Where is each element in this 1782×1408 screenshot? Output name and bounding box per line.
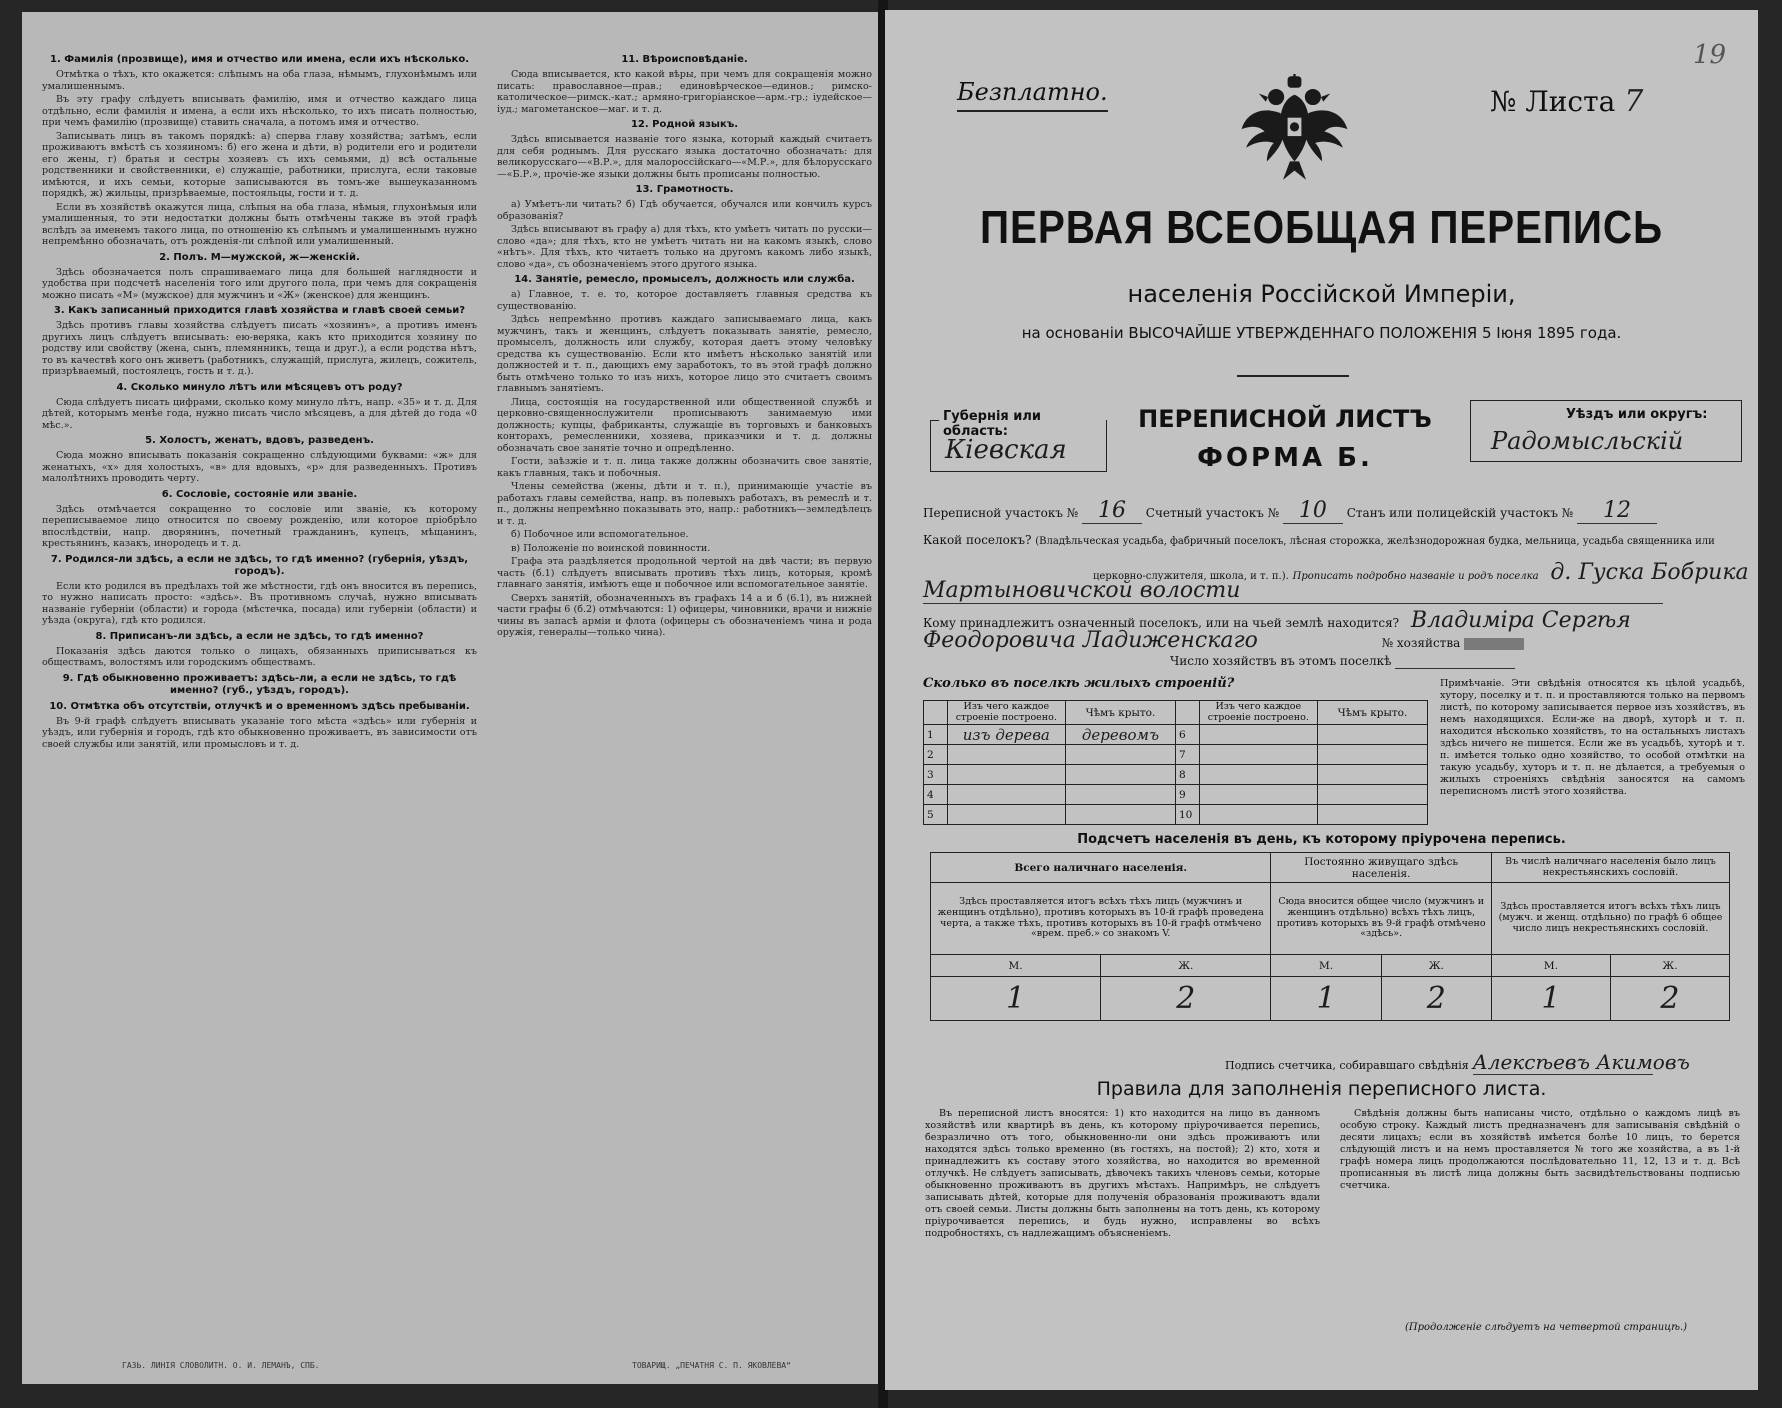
instruction-paragraph: Здѣсь вписывают въ графу а) для тѣхъ, кто умѣетъ читать по русски—слово «да»; для тѣхъ, кто не умѣетъ читать ни на какомъ языкѣ, слово «нѣтъ». Для тѣхъ, кто читаетъ только на другомъ какомъ либо языкѣ, слово «да», съ обозначеніемъ этого другого языка. — [497, 224, 872, 270]
present-m-value: 1 — [931, 977, 1101, 1021]
buildings-table — [923, 700, 1428, 825]
building-num: 7 — [1175, 745, 1199, 765]
present-f-label: Ж. — [1101, 955, 1271, 977]
left-page — [22, 12, 882, 1384]
count-desc-resident: Сюда вносится общее число (мужчинъ и женщинъ отдѣльно) всѣхъ тѣхъ лицъ, противъ которыхъ въ 9-й графѣ отмѣчено «здѣсь». — [1271, 883, 1492, 955]
buildings-note: Примѣчаніе. Эти свѣдѣнія относятся къ цѣлой усадьбѣ, хутору, поселку и т. п. и проставляются только на первомъ листѣ, по которому записывается первое изъ хозяйствъ, въ немъ находящихся. Если-же на дворѣ, хуторѣ и т. п. находится нѣсколько хозяйствъ, то на остальныхъ листахъ здѣсь ничего не пишется. Если же въ усадьбѣ, хуторѣ и т. п. имѣется только одно хозяйство, то особой отмѣтки на такую усадьбу, хуторъ и т. п. не дѣлается, а требуемыя о жилыхъ строеніяхъ свѣдѣнія заносятся на самомъ переписномъ листѣ этого хозяйства. — [1440, 678, 1745, 797]
instruction-paragraph: б) Побочное или вспомогательное. — [511, 529, 689, 540]
instruction-paragraph: Сверхъ занятій, обозначенныхъ въ графахъ 14 а и б (6.1), въ нижней части графы 6 (б.2) отмѣчаются: 1) офицеры, чиновники, врачи и нижніе чины въ запасѣ арміи и флота (офицеры съ обозначеніемъ чина и рода оружія, генералы—только чина). — [497, 592, 872, 638]
instruction-paragraph: Графа эта раздѣляется продольной чертой на двѣ части; въ первую часть (б.1) слѣдуетъ вписывать противъ тѣхъ лицъ, которыя, кромѣ главнаго занятія, имѣютъ еще и побочное или вспомогательное занятіе. — [497, 556, 872, 590]
sheet-number — [1490, 84, 1643, 119]
buildings-row — [924, 725, 1428, 745]
resident-m-value: 1 — [1271, 977, 1381, 1021]
province-box — [930, 409, 1107, 472]
printer-imprint-right: ТОВАРИЩ. „ПЕЧАТНЯ С. П. ЯКОВЛЕВА“ — [632, 1361, 791, 1370]
buildings-row — [924, 765, 1428, 785]
household-no-value — [1464, 638, 1524, 650]
district-label: Уѣздъ или округъ: — [1566, 407, 1708, 422]
settlement-hint-italic: Прописать подробно названіе и родъ поселка — [1292, 571, 1539, 582]
instructions-column-right — [497, 50, 872, 641]
building-material — [1199, 805, 1317, 825]
buildings-num-header-2 — [1175, 701, 1199, 725]
instruction-heading: 6. Сословіе, состояніе или званіе. — [161, 488, 358, 500]
buildings-row — [924, 805, 1428, 825]
building-num: 6 — [1175, 725, 1199, 745]
building-material — [947, 785, 1065, 805]
census-section-label: Переписной участокъ № — [923, 506, 1079, 520]
buildings-material-header-2: Изъ чего каждое строеніе построено. — [1199, 701, 1317, 725]
noncrest-f-label: Ж. — [1610, 955, 1729, 977]
building-material — [1199, 745, 1317, 765]
settlement-value-1: д. Гуска Бобрика — [1550, 560, 1749, 585]
subtitle: населенія Россійской Имперіи, — [1127, 280, 1516, 308]
counting-section-value: 10 — [1283, 498, 1343, 524]
owner-label: Кому принадлежитъ означенный поселокъ, или на чьей землѣ находится? — [923, 616, 1400, 630]
title-divider — [1237, 375, 1349, 377]
instruction-paragraph: Въ 9-й графѣ слѣдуетъ вписывать указаніе того мѣста «здѣсь» или губернія и уѣздъ, или губернія и городъ, гдѣ кто обыкновенно проживаетъ, въ зависимости отъ своей службы или занятій, или промысловъ и т. д. — [42, 715, 477, 750]
instruction-paragraph: Если въ хозяйствѣ окажутся лица, слѣпыя на оба глаза, нѣмыя, глухонѣмыя или умалишенныя, то эти недостатки должны быть отмѣчены также въ этой графѣ вслѣдъ за именемъ такого лица, по отношенію къ слѣпымъ и умалишеннымъ нужно непремѣнно обозначать, отъ рожденія-ли слѣпой или умалишенный. — [42, 201, 477, 247]
building-material — [1199, 725, 1317, 745]
province-label: Губернія или область: — [939, 409, 1106, 439]
instruction-heading: 8. Приписанъ-ли здѣсь, а если не здѣсь, то гдѣ именно? — [95, 630, 424, 642]
count-desc-present: Здѣсь проставляется итогъ всѣхъ тѣхъ лицъ (мужчинъ и женщинъ отдѣльно), противъ которыхъ въ 10-й графѣ проведена черта, а также тѣхъ, противъ которыхъ въ 10-й графѣ отмѣчено «врем. преб.» со знакомъ V. — [931, 883, 1271, 955]
building-num: 10 — [1175, 805, 1199, 825]
building-roof — [1317, 745, 1427, 765]
count-header-noncrest: Въ числѣ наличнаго населенія было лицъ некрестьянскихъ сословій. — [1491, 853, 1729, 883]
instruction-paragraph: а) Умѣетъ-ли читать? б) Гдѣ обучается, обучался или кончилъ курсъ образованія? — [497, 199, 872, 222]
instruction-paragraph: Члены семейства (жены, дѣти и т. п.), принимающіе участіе въ работахъ главы семейства, напр. въ полевыхъ работахъ, въ ремеслѣ и т. п., должны непремѣнно показывать это, напр.: работникъ—земледѣлецъ и т. д. — [497, 481, 872, 527]
instruction-heading: 14. Занятіе, ремесло, промыселъ, должность или служба. — [514, 274, 855, 285]
buildings-row — [924, 785, 1428, 805]
instruction-paragraph: Здѣсь обозначается полъ спрашиваемаго лица для большей наглядности и удобства при подсчетѣ населенія того или другого пола, при чемъ для сокращенія можно писать «М» (мужское) для мужчинъ и «Ж» (женское) для женщинъ. — [42, 266, 477, 301]
building-material — [1199, 765, 1317, 785]
settlement-line-3 — [923, 578, 1663, 604]
counter-signature: Алексѣевъ Акимовъ — [1472, 1050, 1690, 1074]
owner-line-2 — [923, 628, 1524, 653]
instruction-paragraph: Показанія здѣсь даются только о лицахъ, обязанныхъ приписываться къ обществамъ, волостямъ или городскимъ обществамъ. — [42, 645, 477, 668]
buildings-num-header — [924, 701, 948, 725]
settlement-hint: (Владѣльческая усадьба, фабричный поселокъ, лѣсная сторожка, желѣзнодорожная будка, мельница, усадьба священника или — [1035, 536, 1715, 547]
settlement-label: Какой поселокъ? — [923, 533, 1032, 547]
buildings-roof-header: Чѣмъ крыто. — [1065, 701, 1175, 725]
instruction-heading: 4. Сколько минуло лѣтъ или мѣсяцевъ отъ роду? — [116, 381, 403, 393]
building-roof — [1065, 765, 1175, 785]
instruction-heading: 11. Вѣроисповѣданіе. — [621, 54, 748, 65]
instruction-paragraph: Здѣсь отмѣчается сокращенно то сословіе или званіе, къ которому переписываемое лицо относится по своему рожденію, или которое пріобрѣло впослѣдствіи, напр. дворянинъ, почетный гражданинъ, купецъ, мѣщанинъ, крестьянинъ, казакъ, инородецъ и т. д. — [42, 503, 477, 549]
noncrest-f-value: 2 — [1610, 977, 1729, 1021]
form-title-line-1: ПЕРЕПИСНОЙ ЛИСТЪ — [1138, 405, 1432, 433]
free-label: Безплатно. — [957, 78, 1108, 106]
building-roof — [1065, 745, 1175, 765]
building-roof — [1317, 805, 1427, 825]
instruction-paragraph: Сюда можно вписывать показанія сокращенно слѣдующими буквами: «ж» для женатыхъ, «х» для холостыхъ, «в» для вдовыхъ, «р» для разведенныхъ. Противъ малолѣтнихъ проводить черту. — [42, 450, 477, 484]
form-title — [1110, 405, 1460, 473]
count-title: Подсчетъ населенія въ день, къ которому пріурочена перепись. — [1077, 832, 1566, 847]
noncrest-m-value: 1 — [1491, 977, 1610, 1021]
owner-value-1: Владиміра Сергѣя — [1410, 608, 1631, 633]
building-roof — [1065, 805, 1175, 825]
instruction-paragraph: Въ эту графу слѣдуетъ вписывать фамилію, имя и отчество каждаго лица отдѣльно, если фамилія и имена, а если ихъ нѣсколько, то ихъ писать полностью, при чемъ фамилію (прозвище) ставить сначала, а потомъ имя и отчество. — [42, 94, 477, 128]
counter-signature-line — [1225, 1050, 1690, 1075]
buildings-material-header: Изъ чего каждое строеніе построено. — [947, 701, 1065, 725]
instruction-paragraph: Записывать лицъ въ такомъ порядкѣ: а) сперва главу хозяйства; затѣмъ, если проживаютъ вмѣстѣ съ хозяиномъ: б) его жена и дѣти, в) родители его и родители его жены, г) братья и сестры хозяевъ съ ихъ семьями, д) всѣ остальные родственники и свойственники, е) служащіе, работники, прислуга, если таковые имѣются, и ихъ семьи, которые записываются въ томъ-же вышеуказанномъ порядкѣ, ж) жильцы, призрѣваемые, постояльцы, гости и т. д. — [42, 130, 477, 199]
instruction-heading: 1. Фамилія (прозвище), имя и отчество или имена, если ихъ нѣсколько. — [49, 54, 470, 65]
count-desc-noncrest: Здѣсь проставляется итогъ всѣхъ тѣхъ лицъ (мужч. и женщ. отдѣльно) по графѣ 6 общее число лицъ некрестьянскихъ сословій. — [1491, 883, 1729, 955]
settlement-value-2: Мартыновичской волости — [923, 578, 1663, 604]
census-form-page — [885, 10, 1758, 1390]
present-f-value: 2 — [1101, 977, 1271, 1021]
decree-line: на основаніи ВЫСОЧАЙШЕ УТВЕРЖДЕННАГО ПОЛОЖЕНІЯ 5 Іюня 1895 года. — [1021, 324, 1622, 342]
households-value — [1395, 654, 1515, 669]
count-header-resident: Постоянно живущаго здѣсь населенія. — [1271, 853, 1492, 883]
stan-value: 12 — [1577, 498, 1657, 524]
building-material — [1199, 785, 1317, 805]
form-title-line-2: ФОРМА Б. — [1197, 443, 1373, 473]
sheet-number-label: № Листа — [1490, 85, 1616, 118]
count-header-present: Всего наличнаго населенія. — [931, 853, 1271, 883]
stan-label: Станъ или полицейскій участокъ № — [1346, 506, 1574, 520]
buildings-roof-header-2: Чѣмъ крыто. — [1317, 701, 1427, 725]
instruction-paragraph: а) Главное, т. е. то, которое доставляетъ главныя средства къ существованію. — [497, 289, 872, 312]
rules-right-column: Свѣдѣнія должны быть написаны чисто, отдѣльно о каждомъ лицѣ въ особую строку. Каждый листъ предназначенъ для записыванія свѣдѣній о десяти лицахъ; если въ хозяйствѣ имѣется болѣе 10 лицъ, то берется слѣдующій листъ и на немъ проставляется № того же хозяйства, а въ 1-й графѣ номера лицъ продолжаются послѣдовательно 11, 12, 13 и т. д. Всѣ прописанныя въ листѣ лица должны быть засвидѣтельствованы подписью счетчика. — [1340, 1108, 1740, 1191]
sections-line — [923, 498, 1657, 524]
counter-sign-label: Подпись счетчика, собиравшаго свѣдѣнія — [1225, 1059, 1469, 1072]
rules-continued-note: (Продолженіе слѣдуетъ на четвертой страницѣ.) — [1405, 1322, 1688, 1333]
instruction-paragraph: Сюда слѣдуетъ писать цифрами, сколько кому минуло лѣтъ, напр. «35» и т. д. Для дѣтей, которымъ менѣе года, нужно писать число мѣсяцевъ, а для дѣтей до года «0 мѣс.». — [42, 396, 477, 431]
building-num: 4 — [924, 785, 948, 805]
building-roof — [1317, 785, 1427, 805]
settlement-line — [923, 533, 1715, 547]
rules-title: Правила для заполненія переписного листа. — [1096, 1078, 1547, 1100]
buildings-rows — [924, 725, 1428, 825]
instruction-paragraph: Если кто родился въ предѣлахъ той же мѣстности, гдѣ онъ вносится въ перепись, то нужно написать просто: «здѣсь». Въ противномъ случаѣ, нужно вписывать названіе губерніи (области) и города (мѣстечка, посада) или губерніи (области) и уѣзда (округа), гдѣ кто родился. — [42, 580, 477, 626]
noncrest-m-label: М. — [1491, 955, 1610, 977]
instructions-column-left — [42, 50, 477, 752]
counting-section-label: Счетный участокъ № — [1145, 506, 1280, 520]
main-title: ПЕРВАЯ ВСЕОБЩАЯ ПЕРЕПИСЬ — [980, 201, 1663, 253]
building-material — [947, 765, 1065, 785]
present-m-label: М. — [931, 955, 1101, 977]
instruction-heading: 9. Гдѣ обыкновенно проживаетъ: здѣсь-ли, а если не здѣсь, то гдѣ именно? (губ., уѣздъ, городъ). — [62, 672, 457, 696]
instruction-paragraph: Здѣсь противъ главы хозяйства слѣдуетъ писать «хозяинъ», а противъ именъ другихъ лицъ слѣдуетъ вписывать: ею-веряка, какъ кто приходится хозяину по родству или свойству (жена, сынъ, племянникъ, теща и друг.), а если родства нѣтъ, то въ качествѣ кого онъ живетъ (работникъ, служащій, прислуга, жилецъ, сожитель, призрѣваемый, постоялецъ, гость и т. д.). — [42, 320, 477, 377]
resident-m-label: М. — [1271, 955, 1381, 977]
instruction-paragraph: Гости, заѣзжіе и т. п. лица также должны обозначить свое занятіе, какъ главныя, такъ и побочныя. — [497, 456, 872, 479]
resident-f-label: Ж. — [1381, 955, 1491, 977]
household-no-label: № хозяйства — [1381, 636, 1461, 650]
instruction-heading: 3. Какъ записанный приходится главѣ хозяйства и главѣ своей семьи? — [53, 305, 466, 316]
printer-imprint-left: ГАЗЬ. ЛИНІЯ СЛОВОЛИТН. О. И. ЛЕМАНЪ, СПБ. — [122, 1361, 320, 1370]
building-roof: деревомъ — [1065, 725, 1175, 745]
instruction-paragraph: в) Положеніе по воинской повинности. — [511, 542, 711, 554]
instruction-heading: 13. Грамотность. — [635, 184, 734, 195]
building-num: 9 — [1175, 785, 1199, 805]
building-num: 1 — [924, 725, 948, 745]
instruction-paragraph: Здѣсь вписывается названіе того языка, который каждый считаетъ для себя роднымъ. Для русскаго языка достаточно обозначать: для великорусскаго—«В.Р.», для малороссійскаго—«М.Р.», для бѣлорусскаго—«Б.Р.», прочіе-же языки должны быть прописаны полностью. — [497, 134, 872, 180]
province-value: Кіевская — [945, 435, 1067, 465]
population-count-table — [930, 852, 1730, 1021]
buildings-row — [924, 745, 1428, 765]
rules-left-column: Въ переписной листъ вносятся: 1) кто находится на лицо въ данномъ хозяйствѣ или квартирѣ въ день, къ которому пріурочивается перепись, безразлично отъ того, обыкновенно-ли они здѣсь проживаютъ или находятся здѣсь только временно (въ гостяхъ, на постой); 2) кто, хотя и принадлежитъ къ составу этого хозяйства, но находится во временной отлучкѣ. Не слѣдуетъ записывать, дѣвочекъ такихъ членовъ семьи, которые обыкновенно проживаютъ въ другихъ мѣстахъ. Напримѣръ, не слѣдуетъ записывать дѣтей, которые для полученія образованія проживаютъ вдали отъ своей семьи. Листы должны быть заполнены на тотъ день, къ которому пріурочивается перепись, и будь нужно, исправлены во всѣхъ подробностяхъ, съ надлежащимъ объясненіемъ. — [925, 1108, 1320, 1239]
building-material — [947, 745, 1065, 765]
owner-value-2: Феодоровича Ладиженскаго — [923, 628, 1258, 653]
building-num: 5 — [924, 805, 948, 825]
instruction-heading: 7. Родился-ли здѣсь, а если не здѣсь, то гдѣ именно? (губернія, уѣздъ, городъ). — [50, 553, 469, 577]
instruction-heading: 10. Отмѣтка объ отсутствіи, отлучкѣ и о временномъ здѣсь пребываніи. — [49, 700, 470, 712]
households-label: Число хозяйствъ въ этомъ поселкѣ — [1170, 654, 1392, 668]
building-num: 8 — [1175, 765, 1199, 785]
building-roof — [1317, 725, 1427, 745]
instruction-paragraph: Лица, состоящія на государственной или общественной службѣ и церковно-священнослужители прописываютъ занимаемую ими должность; купцы, фабриканты, служащіе въ торговыхъ и банковыхъ конторахъ, ремесленники, хозяева, приказчики и т. д. должны обозначать свое занятіе точно и опредѣленно. — [497, 396, 872, 454]
sheet-number-value: 7 — [1624, 84, 1644, 119]
census-section-value: 16 — [1082, 498, 1142, 524]
pencil-page-number: 19 — [1693, 40, 1727, 70]
resident-f-value: 2 — [1381, 977, 1491, 1021]
instruction-paragraph: Здѣсь непремѣнно противъ каждаго записываемаго лица, какъ мужчинъ, такъ и женщинъ, слѣдуетъ показывать занятіе, ремесло, промыселъ, должность или службу, которая даетъ этому человѣку средства къ существованію. Если кто имѣетъ нѣсколько занятій или должностей и т. п., дающихъ ему заработокъ, то въ этой графѣ должно быть отмѣчено только то изъ нихъ, которое лицо это считаетъ своимъ главнымъ занятіемъ. — [497, 314, 872, 394]
district-value: Радомысльскій — [1491, 427, 1684, 455]
district-box — [1470, 400, 1742, 462]
building-num: 2 — [924, 745, 948, 765]
building-roof — [1065, 785, 1175, 805]
instruction-paragraph: Сюда вписывается, кто какой вѣры, при чемъ для сокращенія можно писать: православное—прав.; единовѣрческое—единов.; римско-католическое—римск.-кат.; армяно-григоріанское—арм.-гр.; іудейское—іуд.; магометанское—маг. и т. д. — [497, 69, 872, 115]
buildings-label: Сколько въ поселкѣ жилыхъ строеній? — [923, 676, 1235, 691]
building-material: изъ дерева — [947, 725, 1065, 745]
double-headed-eagle-emblem — [1237, 74, 1352, 189]
households-line — [1170, 654, 1515, 669]
building-num: 3 — [924, 765, 948, 785]
instruction-paragraph: Отмѣтка о тѣхъ, кто окажется: слѣпымъ на оба глаза, нѣмымъ, глухонѣмымъ или умалишеннымъ. — [42, 69, 477, 92]
settlement-hint-2: церковно-служителя, школа, и т. п.). — [1093, 571, 1289, 582]
instruction-heading: 12. Родной языкъ. — [630, 119, 739, 130]
building-material — [947, 805, 1065, 825]
building-roof — [1317, 765, 1427, 785]
instruction-heading: 2. Полъ. М—мужской, ж—женскій. — [159, 251, 360, 263]
instruction-heading: 5. Холостъ, женатъ, вдовъ, разведенъ. — [145, 435, 374, 446]
